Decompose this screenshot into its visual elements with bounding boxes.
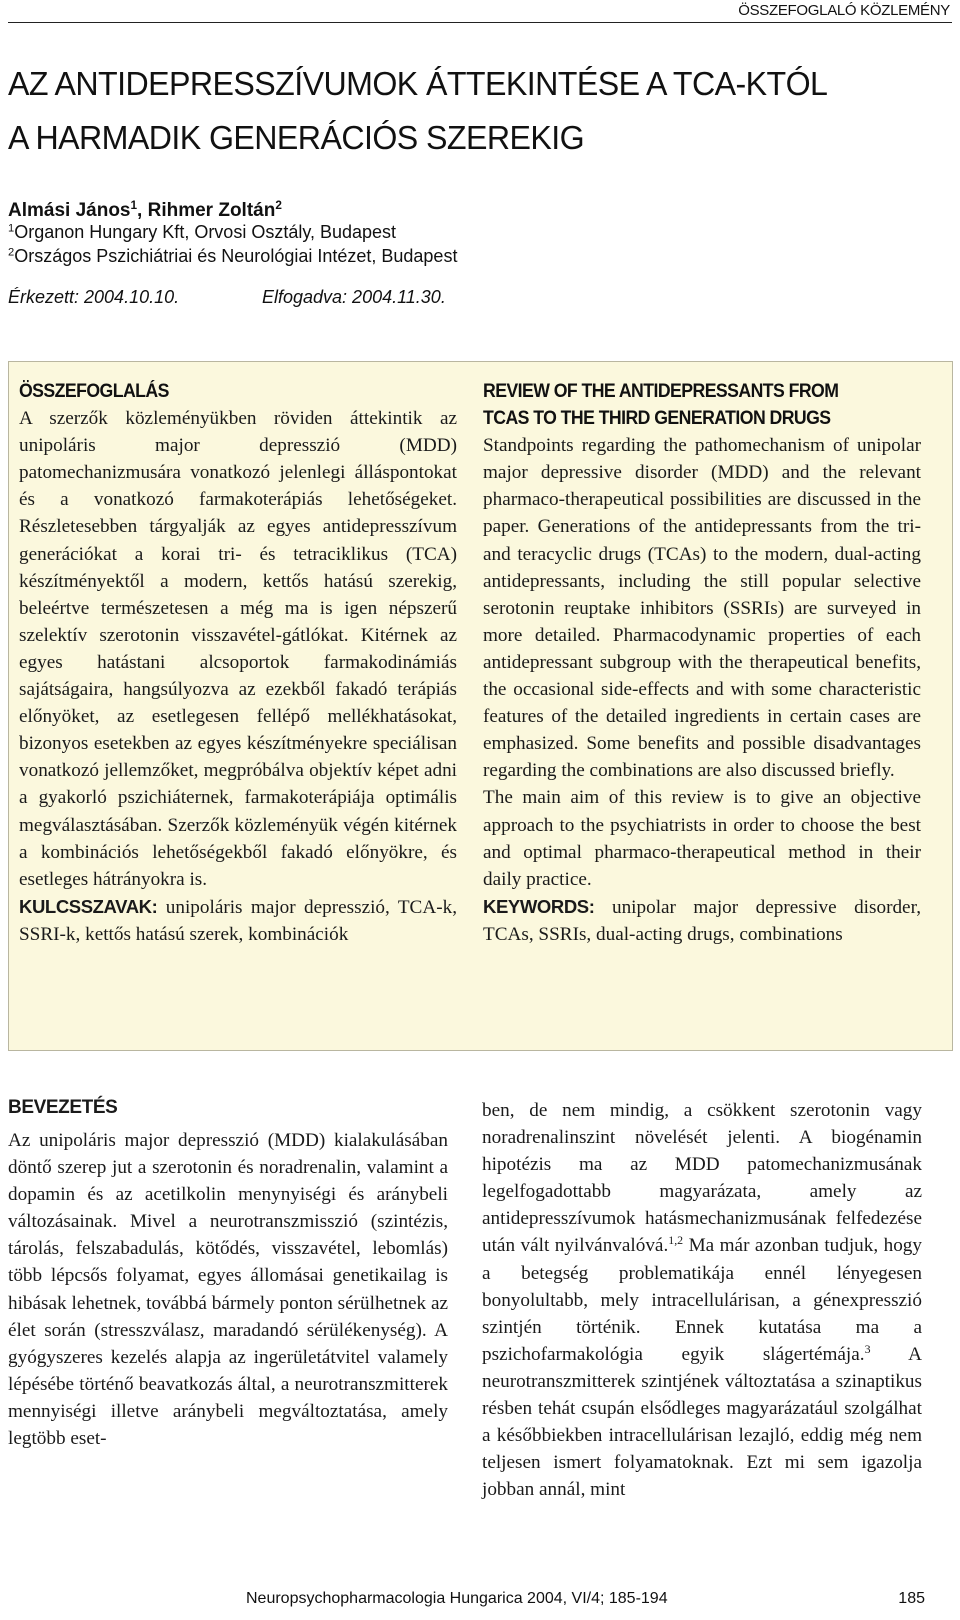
- abstract-text: A szerzők közleményükben röviden áttekintik az unipoláris major depresszió (MDD) patomechanizmusára vonatkozó jelenlegi álláspontokat és a vonatkozó farmakoterápiás lehetőségeket. Részletesebben tárgyalják az egyes antidepresszívum generációkat a korai tri- és tetraciklikus (TCA) készítményektől a modern, kettős hatású szerekig, beleértve természetesen a még ma is igen népszerű szelektív szerotonin visszavétel-gátlókat. Kitérnek az egyes hatástani alcsoportok farmakodinámiás sajátságaira, hangsúlyozva az ezekből fakadó terápiás előnyöket, az esetlegesen fellépő mellékhatásokat, bizonyos esetekben az egyes készítményekre speciálisan vonatkozó jellemzőket, megpróbálva objektív képet adni a gyakorló pszichiáternek, farmakoterápiája optimális megválasztásában. Szerzők közleményük végén kitérnek a kombinációs lehetőségekből fakadó előnyökre, és esetleges hátrányokra is.: [19, 408, 457, 890]
- author-affiliation-mark: 1: [130, 198, 138, 212]
- header-rule: [8, 22, 952, 23]
- body-paragraph: [482, 1097, 922, 1503]
- abstract-heading: TCAS TO THE THIRD GENERATION DRUGS: [483, 408, 831, 430]
- keywords-label: KEYWORDS:: [483, 895, 595, 917]
- affiliation-text: Organon Hungary Kft, Orvosi Osztály, Budapest: [14, 222, 397, 242]
- affiliation: [8, 222, 396, 243]
- keywords: [19, 893, 457, 948]
- affiliation-mark: 2: [8, 246, 15, 259]
- affiliation-mark: 1: [8, 222, 15, 235]
- article-dates: [8, 287, 446, 308]
- author-affiliation-mark: 2: [275, 198, 282, 212]
- body-text: Ma már azonban tudjuk, hogy a betegség problematikája ennél lényegesen bonyolultabb, mely intracellulárisan, a génexpresszió szintjén történik. Ennek kutatása ma a pszichofarmakológia egyik slágertémája.: [482, 1235, 922, 1365]
- author-name: Almási János: [8, 200, 131, 221]
- title-line-1: AZ ANTIDEPRESSZÍVUMOK ÁTTEKINTÉSE A TCA-KTÓL: [8, 66, 828, 103]
- author-name: Rihmer Zoltán: [147, 200, 276, 221]
- footer-journal: Neuropsychopharmacologia Hungarica 2004, VI/4; 185-194: [246, 1590, 668, 1607]
- section-heading: BEVEZETÉS: [8, 1097, 118, 1118]
- author-separator: ,: [137, 200, 148, 221]
- article-title: [8, 58, 910, 166]
- body-column-left: [8, 1095, 448, 1452]
- body-text: ben, de nem mindig, a csökkent szerotonin vagy noradrenalinszint növelését jelenti. A biogénamin hipotézis ma az MDD patomechanizmusának legelfogadottabb magyarázata, amely az antidepresszívumok hatásmechanizmusának felfedezése után vált nyilvánvalóvá.: [482, 1100, 922, 1257]
- abstract-text: The main aim of this review is to give an objective approach to the psychiatrists in order to choose the best and optimal pharmaco-therapeutical method in their daily practice.: [483, 787, 921, 890]
- citation-mark: 1,2: [668, 1233, 684, 1248]
- section-label: ÖSSZEFOGLALÓ KÖZLEMÉNY: [738, 2, 950, 19]
- keywords: [483, 893, 921, 948]
- keywords-text: unipoláris major depresszió, TCA-k, SSRI-k, kettős hatású szerek, kombinációk: [19, 896, 457, 945]
- citation-mark: 3: [864, 1341, 871, 1356]
- body-paragraph: Az unipoláris major depresszió (MDD) kialakulásában döntő szerep jut a szerotonin és noradrenalin, valamint a dopamin és az acetilkolin menynyiségi és aránybeli változásainak. Mivel a neurotranszmisszió (szintézis, tárolás, felszabadulás, kötődés, visszavétel, lebomlás) több lépcsős folyamat, egyes állomásai genetikailag is hibásak lehetnek, továbbá bármely ponton sérülhetnek az élet során (stresszválasz, maradandó sérülékenység). A gyógyszeres kezelés alapja az ingerületátvitel valamely lépésébe történő beavatkozás által, a neurotranszmitterek mennyiségi illetve aránybeli megváltoztatása, amely legtöbb eset-: [8, 1130, 448, 1450]
- affiliation-text: Országos Pszichiátriai és Neurológiai Intézet, Budapest: [14, 246, 458, 266]
- abstract-hungarian: [19, 378, 457, 948]
- keywords-text: unipolar major depressive disorder, TCAs, SSRIs, dual-acting drugs, combinations: [483, 896, 921, 945]
- abstract-heading: ÖSSZEFOGLALÁS: [19, 381, 169, 402]
- abstract-heading: REVIEW OF THE ANTIDEPRESSANTS FROM: [483, 381, 839, 402]
- affiliation: [8, 246, 457, 267]
- received-date: Érkezett: 2004.10.10.: [8, 287, 180, 307]
- abstract-english: [483, 378, 921, 948]
- abstract-box: [8, 361, 953, 1051]
- body-column-right: [482, 1097, 922, 1503]
- page-number: 185: [898, 1590, 925, 1607]
- keywords-label: KULCSSZAVAK:: [19, 895, 158, 917]
- abstract-text: Standpoints regarding the pathomechanism of unipolar major depressive disorder (MDD) and the relevant pharmaco-therapeutical possibilities are discussed in the paper. Generations of the antidepressants from the tri- and teracyclic drugs (TCAs) to the modern, dual-acting antidepressants, including the still popular selective serotonin reuptake inhibitors (SSRIs) are surveyed in more detailed. Pharmacodynamic properties of each antidepressant subgroup with the therapeutical benefits, the occasional side-effects and with some characteristic features of the detailed ingredients in certain cases are emphasized. Some benefits and possible disadvantages regarding the combinations are also discussed briefly.: [483, 435, 921, 782]
- body-text: A neurotranszmitterek szintjének változtatása a szinaptikus résben tehát csupán elsődleges magyarázatául szolgálhat a későbbiekben intracellulárisan lezajló, eddig még nem teljesen ismert folyamatoknak. Ezt mi sem igazolja jobban annál, mint: [482, 1343, 922, 1501]
- accepted-date: Elfogadva: 2004.11.30.: [262, 287, 446, 307]
- author-list: [8, 200, 282, 222]
- title-line-2: A HARMADIK GENERÁCIÓS SZEREKIG: [8, 120, 585, 157]
